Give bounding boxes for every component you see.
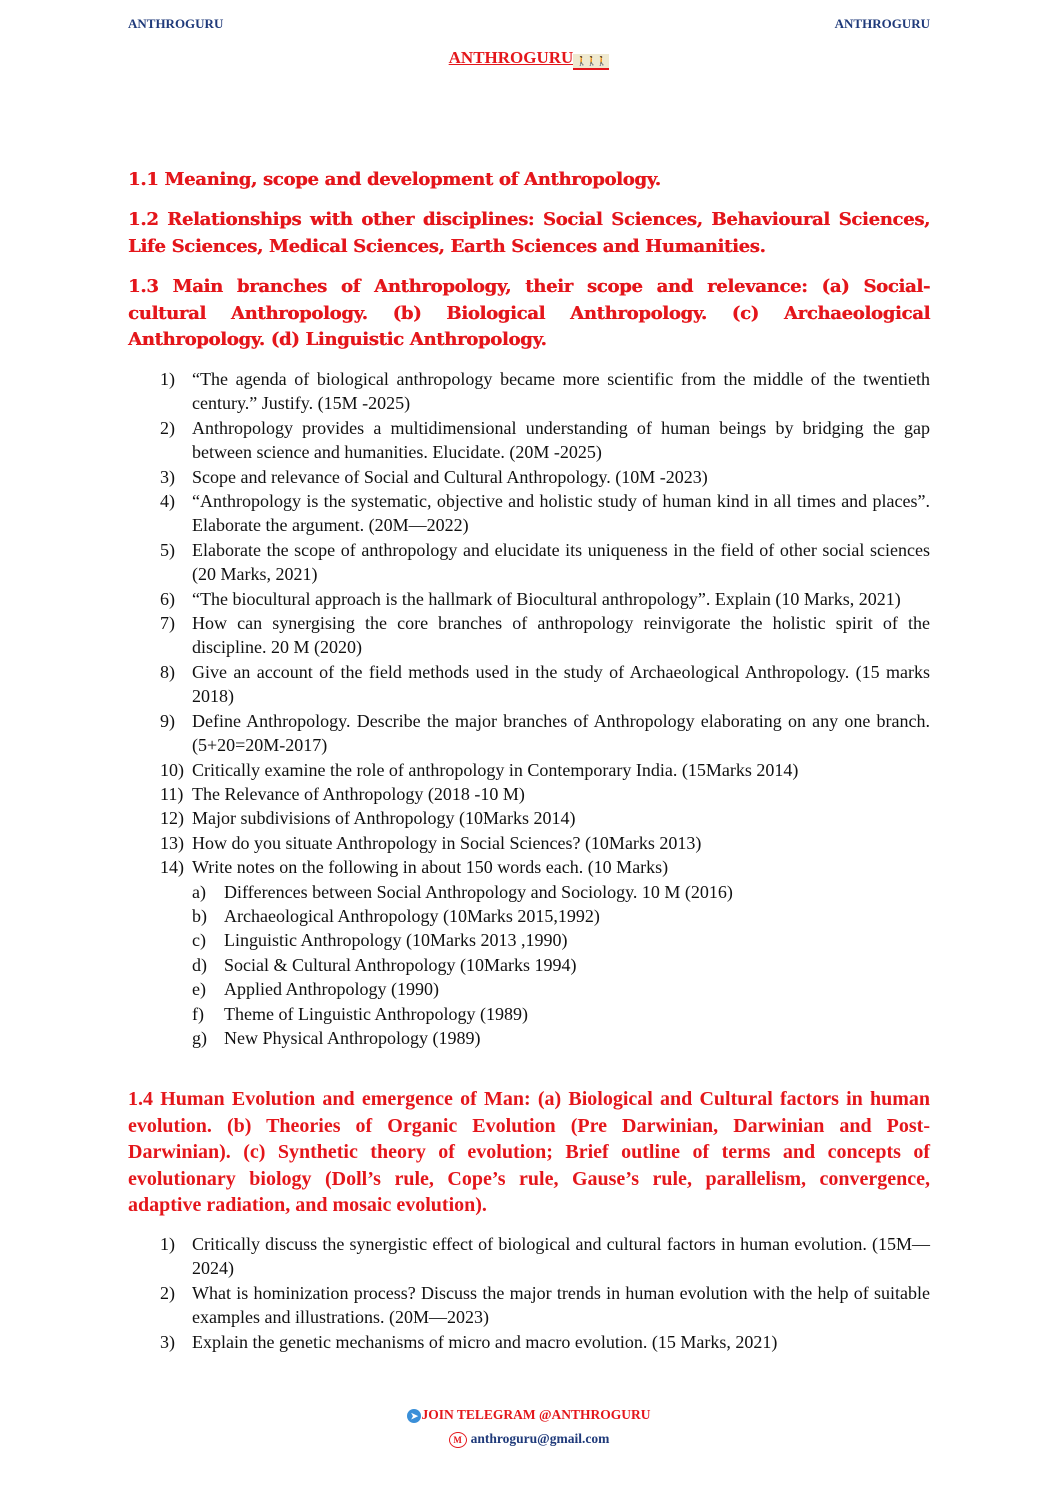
list-item [128, 953, 930, 977]
item-text: Give an account of the field methods used in the study of Archaeological Anthropology. (15 marks 2018) [192, 661, 930, 707]
item-number: a) [192, 881, 206, 902]
item-number: 2) [160, 1282, 175, 1303]
list-item [128, 1002, 930, 1026]
section-heading: 1.1 Meaning, scope and development of Anthropology. [128, 169, 661, 190]
list-item [128, 758, 930, 782]
item-number: 9) [160, 710, 175, 731]
item-number: 8) [160, 661, 175, 682]
telegram-icon: ➤ [407, 1409, 421, 1423]
list-item [128, 855, 930, 879]
section-1-1 [128, 167, 930, 194]
section-heading: 1.4 Human Evolution and emergence of Man: (a) Biological and Cultural factors in human evolution. (b) Theories of Organic Evolution (Pre Darwinian, Darwinian and Post-Darwinian). (c) Synthetic theory of evolution; Brief outline of terms and concepts of evolutionary biology (Doll’s rule, Cope’s rule, Gause’s rule, parallelism, convergence, adaptive radiation, and mosaic evolution). [128, 1088, 930, 1216]
item-number: 7) [160, 613, 175, 634]
item-number: c) [192, 930, 206, 951]
question-list-1-4 [128, 1232, 930, 1354]
item-text: Applied Anthropology (1990) [224, 979, 439, 1000]
list-item [128, 1026, 930, 1050]
list-item [128, 831, 930, 855]
item-text: Write notes on the following in about 150 words each. (10 Marks) [192, 857, 669, 878]
item-text: “Anthropology is the systematic, objective and holistic study of human kind in all times and places”. Elaborate the argument. (20M—2022) [192, 491, 930, 536]
list-item [128, 660, 930, 709]
list-item [128, 880, 930, 904]
list-item [128, 416, 930, 465]
item-number: b) [192, 905, 207, 926]
list-item [128, 538, 930, 587]
item-text: Elaborate the scope of anthropology and elucidate its uniqueness in the field of other social sciences (20 Marks, 2021) [192, 539, 930, 585]
item-text: The Relevance of Anthropology (2018 -10 M) [192, 783, 525, 804]
item-number: 5) [160, 539, 175, 560]
item-number: 1) [160, 369, 175, 389]
item-text: New Physical Anthropology (1989) [224, 1027, 481, 1048]
item-number: 3) [160, 466, 175, 487]
list-item [128, 1232, 930, 1281]
item-number: 13) [160, 832, 184, 853]
item-number: 3) [160, 1331, 175, 1352]
item-text: “The biocultural approach is the hallmark of Biocultural anthropology”. Explain (10 Marks, 2021) [192, 588, 901, 609]
section-heading: 1.3 Main branches of Anthropology, their scope and relevance: (a) Social- cultural Anthropology. (b) Biological Anthropology. (c) Archaeological Anthropology. (d) Linguistic Anthropology. [128, 276, 930, 350]
list-item [128, 928, 930, 952]
item-text: How do you situate Anthropology in Social Sciences? (10Marks 2013) [192, 832, 702, 853]
item-number: f) [192, 1003, 204, 1024]
section-1-4 [128, 1086, 930, 1219]
list-item [128, 1330, 930, 1354]
logo-text: ANTHROGURU [448, 48, 574, 67]
logo [0, 48, 1058, 70]
section-1-2 [128, 207, 930, 260]
item-number: 1) [160, 1234, 175, 1254]
item-number: 12) [160, 808, 184, 829]
item-number: e) [192, 979, 206, 1000]
item-text: What is hominization process? Discuss the major trends in human evolution with the help of suitable examples and illustrations. (20M—2023) [192, 1282, 930, 1328]
item-text: Linguistic Anthropology (10Marks 2013 ,1990) [224, 930, 568, 951]
section-heading: 1.2 Relationships with other disciplines: Social Sciences, Behavioural Sciences, Life Sciences, Medical Sciences, Earth Sciences and Humanities. [128, 209, 930, 257]
item-number: 4) [160, 491, 175, 512]
list-item [128, 587, 930, 611]
gmail-icon: M [449, 1432, 467, 1448]
item-number: 10) [160, 759, 184, 780]
question-list-1-3 [128, 367, 930, 1050]
item-text: Theme of Linguistic Anthropology (1989) [224, 1003, 528, 1024]
item-text: Archaeological Anthropology (10Marks 2015,1992) [224, 905, 600, 926]
list-item [128, 465, 930, 489]
running-header-left: ANTHROGURU [128, 16, 224, 31]
item-number: g) [192, 1027, 207, 1048]
item-text: “The agenda of biological anthropology became more scientific from the middle of the twentieth century.” Justify. (15M -2025) [192, 369, 930, 414]
item-text: Social & Cultural Anthropology (10Marks 1994) [224, 954, 577, 975]
item-text: Scope and relevance of Social and Cultural Anthropology. (10M -2023) [192, 466, 708, 487]
section-1-3 [128, 274, 930, 354]
item-text: Define Anthropology. Describe the major branches of Anthropology elaborating on any one branch. (5+20=20M-2017) [192, 710, 930, 756]
item-number: 14) [160, 857, 184, 878]
email-link[interactable] [0, 1431, 1058, 1448]
item-text: Critically examine the role of anthropology in Contemporary India. (15Marks 2014) [192, 759, 799, 780]
list-item [128, 611, 930, 660]
evolution-figures-icon: 🚶🚶🚶 [573, 54, 609, 70]
list-item [128, 489, 930, 538]
item-text: Critically discuss the synergistic effect of biological and cultural factors in human evolution. (15M—2024) [192, 1234, 930, 1279]
item-text: Anthropology provides a multidimensional understanding of human beings by bridging the gap between science and humanities. Elucidate. (20M -2025) [192, 417, 930, 463]
item-number: 11) [160, 783, 184, 804]
item-number: 2) [160, 417, 175, 438]
list-item [128, 367, 930, 416]
list-item [128, 1281, 930, 1330]
list-item [128, 806, 930, 830]
item-number: d) [192, 954, 207, 975]
telegram-text: JOIN TELEGRAM @ANTHROGURU [421, 1407, 651, 1422]
telegram-link[interactable] [0, 1407, 1058, 1423]
email-text: anthroguru@gmail.com [470, 1431, 610, 1446]
item-text: How can synergising the core branches of anthropology reinvigorate the holistic spirit of the discipline. 20 M (2020) [192, 613, 930, 658]
list-item [128, 709, 930, 758]
item-text: Differences between Social Anthropology and Sociology. 10 M (2016) [224, 881, 733, 902]
list-item [128, 782, 930, 806]
running-header-right: ANTHROGURU [834, 16, 930, 31]
item-text: Major subdivisions of Anthropology (10Marks 2014) [192, 808, 576, 829]
item-number: 6) [160, 588, 175, 609]
list-item [128, 904, 930, 928]
item-text: Explain the genetic mechanisms of micro and macro evolution. (15 Marks, 2021) [192, 1331, 778, 1352]
list-item [128, 977, 930, 1001]
